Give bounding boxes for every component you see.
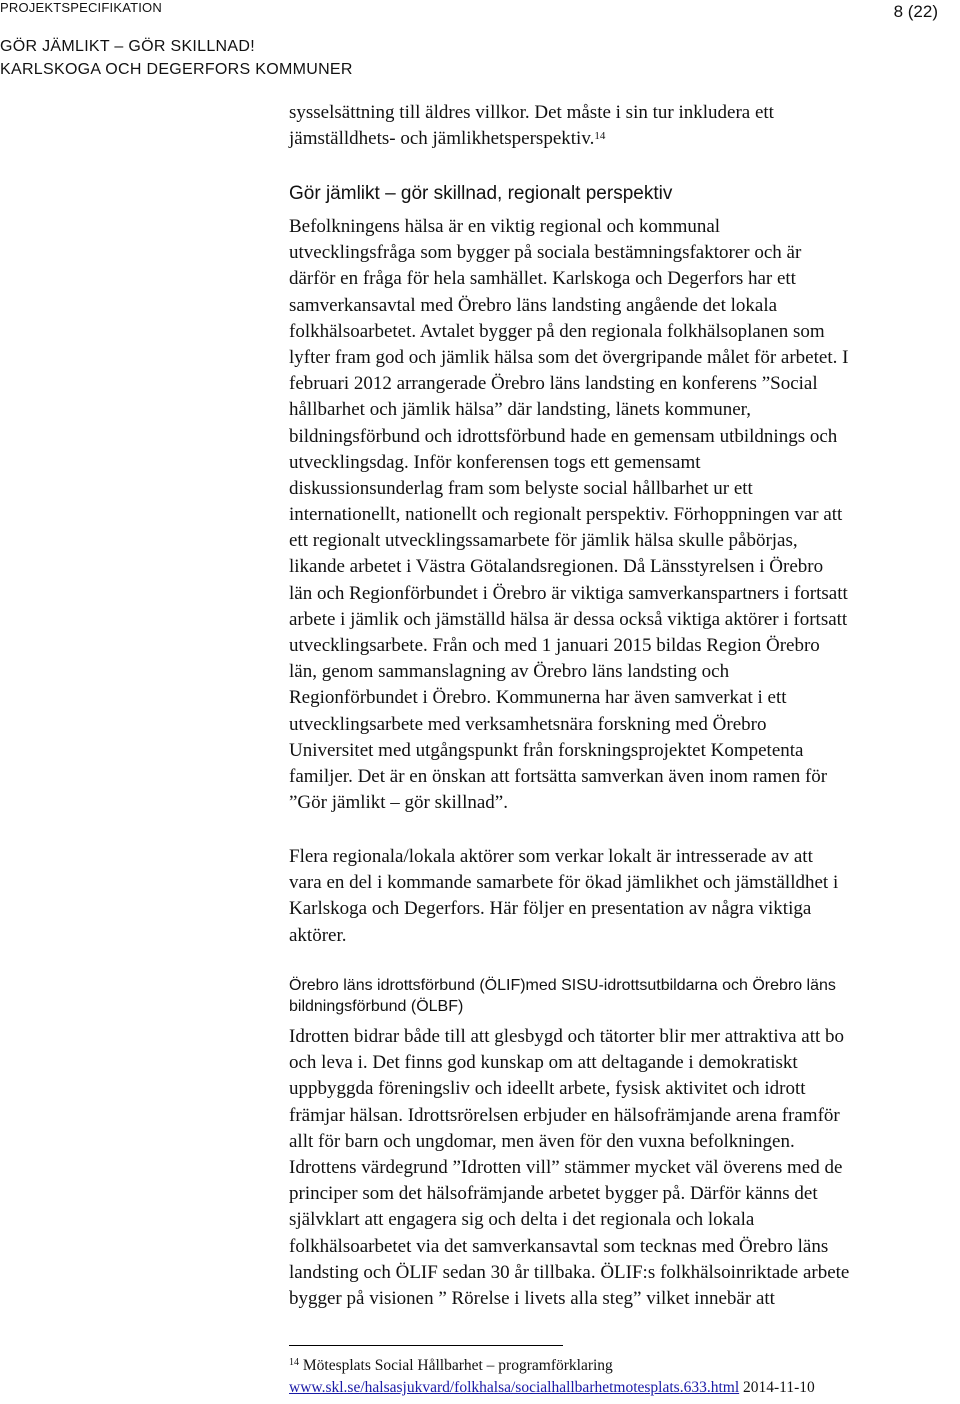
paragraph-line: landsting och ÖLIF sedan 30 år tillbaka. ÖLIF:s folkhälsoinriktade arbete bbox=[289, 1261, 850, 1283]
section-heading-olif bbox=[289, 975, 960, 1017]
paragraph-line: utvecklingsarbete. Från och med 1 januari 2015 bildas Region Örebro bbox=[289, 635, 820, 656]
paragraph-line: utvecklingsdag. Inför konferensen togs ett gemensamt bbox=[289, 451, 701, 473]
paragraph-line: vara en del i kommande samarbete för ökad jämlikhet och jämställdhet i bbox=[289, 872, 839, 894]
document-type-label: PROJEKTSPECIFIKATION bbox=[0, 0, 162, 15]
regional-paragraph bbox=[289, 214, 960, 816]
paragraph-line: uppbyggda föreningsliv och ideellt arbete, fysisk aktivitet och idrott bbox=[289, 1078, 806, 1100]
paragraph-line: självklart att engagera sig och delta i det regionala och lokala bbox=[289, 1209, 755, 1231]
paragraph-line: lyfter fram god och jämlik hälsa som det övergripande målet för arbetet. I bbox=[289, 346, 849, 368]
paragraph-line: Idrotten bidrar både till att glesbygd och tätorter blir mer attraktiva att bo bbox=[289, 1026, 845, 1047]
paragraph-line: hållbarhet och jämlik hälsa” där landsting, länets kommuner, bbox=[289, 399, 751, 421]
olif-paragraph bbox=[289, 1024, 960, 1312]
heading-line: Örebro läns idrottsförbund (ÖLIF)med SISU-idrottsutbildarna och Örebro läns bbox=[289, 977, 836, 994]
paragraph-line: aktörer. bbox=[289, 924, 347, 946]
paragraph-line: diskussionsunderlag fram som belyste social hållbarhet ur ett bbox=[289, 477, 753, 499]
section-heading-regional: Gör jämlikt – gör skillnad, regionalt perspektiv bbox=[289, 183, 673, 204]
paragraph-line: ”Gör jämlikt – gör skillnad”. bbox=[289, 792, 508, 814]
footnote-text: Mötesplats Social Hållbarhet – programförklaring bbox=[302, 1357, 613, 1374]
paragraph-line: ett regionalt utvecklingssamarbete för jämlik hälsa skulle påbörjas, bbox=[289, 530, 798, 552]
paragraph-line: folkhälsoarbetet via det samverkansavtal som tecknas med Örebro läns bbox=[289, 1235, 829, 1257]
paragraph-line: Befolkningens hälsa är en viktig regional och kommunal bbox=[289, 216, 721, 237]
paragraph-line: Flera regionala/lokala aktörer som verkar lokalt är intresserade av att bbox=[289, 846, 813, 867]
footnote-link[interactable]: www.skl.se/halsasjukvard/folkhalsa/socialhallbarhetmotesplats.633.html bbox=[289, 1379, 740, 1396]
footnote-line bbox=[289, 1377, 815, 1399]
paragraph-line: jämställdhets- och jämlikhetsperspektiv.$^{14}$ bbox=[289, 128, 606, 150]
paragraph-line: län, genom sammanslagning av Örebro läns landsting och bbox=[289, 661, 730, 683]
page-number: 8 (22) bbox=[893, 2, 938, 21]
paragraph-line: Idrottens värdegrund ”Idrotten vill” stämmer mycket väl överens med de bbox=[289, 1156, 843, 1178]
paragraph-line: sysselsättning till äldres villkor. Det måste i sin tur inkludera ett bbox=[289, 102, 774, 123]
paragraph-line: allt för barn och ungdomar, men även för den vuxna befolkningen. bbox=[289, 1130, 795, 1152]
paragraph-line: och leva i. Det finns god kunskap om att deltagande i demokratiskt bbox=[289, 1052, 798, 1074]
actors-intro-paragraph bbox=[289, 844, 960, 949]
organization-name: KARLSKOGA OCH DEGERFORS KOMMUNER bbox=[0, 61, 353, 78]
paragraph-line: likande arbetet i Västra Götalandsregionen. Då Länsstyrelsen i Örebro bbox=[289, 556, 824, 578]
paragraph-line: bygger på visionen ” Rörelse i livets alla steg” vilket innebär att bbox=[289, 1287, 775, 1309]
footnote-divider bbox=[289, 1345, 563, 1346]
paragraph-line: utvecklingsarbete med verksamhetsnära forskning med Örebro bbox=[289, 713, 767, 735]
paragraph-line: Karlskoga och Degerfors. Här följer en presentation av några viktiga bbox=[289, 898, 812, 920]
heading-line: bildningsförbund (ÖLBF) bbox=[289, 998, 464, 1015]
intro-paragraph bbox=[289, 100, 960, 152]
footnote-reference[interactable]: 14 bbox=[594, 130, 606, 143]
paragraph-line: främjar hälsan. Idrottsrörelsen erbjuder en hälsofrämjande arena framför bbox=[289, 1104, 840, 1126]
paragraph-line: utvecklingsfråga som bygger på sociala bestämningsfaktorer och är bbox=[289, 242, 802, 264]
footnote bbox=[289, 1355, 815, 1399]
paragraph-line: Regionförbundet i Örebro. Kommunerna har även samverkat i ett bbox=[289, 687, 787, 709]
footnote-line bbox=[289, 1355, 815, 1377]
paragraph-line: internationellt, nationellt och regionalt perspektiv. Förhoppningen var att bbox=[289, 504, 843, 526]
paragraph-line: principer som det hälsofrämjande arbetet bygger på. Därför känns det bbox=[289, 1183, 818, 1205]
paragraph-line: län och Regionförbundet i Örebro är viktiga samverkanspartners i fortsatt bbox=[289, 582, 848, 604]
paragraph-line: folkhälsoarbetet. Avtalet bygger på den regionala folkhälsoplanen som bbox=[289, 320, 825, 342]
paragraph-line: februari 2012 arrangerade Örebro läns landsting en konferens ”Social bbox=[289, 373, 818, 395]
paragraph-line: samverkansavtal med Örebro läns landsting angående det lokala bbox=[289, 294, 778, 316]
paragraph-line: därför en fråga för hela samhället. Karlskoga och Degerfors har ett bbox=[289, 268, 796, 290]
footnote-number: 14 bbox=[289, 1357, 299, 1368]
project-title: GÖR JÄMLIKT – GÖR SKILLNAD! bbox=[0, 38, 255, 55]
paragraph-line: Universitet med utgångspunkt från forskningsprojektet Kompetenta bbox=[289, 739, 804, 761]
paragraph-line: arbete i jämlik och jämställd hälsa är dessa också viktiga aktörer i fortsatt bbox=[289, 608, 848, 630]
paragraph-line: familjer. Det är en önskan att fortsätta samverkan även inom ramen för bbox=[289, 765, 828, 787]
footnote-date: 2014-11-10 bbox=[743, 1379, 815, 1396]
paragraph-line: bildningsförbund och idrottsförbund hade en gemensam utbildnings och bbox=[289, 425, 838, 447]
